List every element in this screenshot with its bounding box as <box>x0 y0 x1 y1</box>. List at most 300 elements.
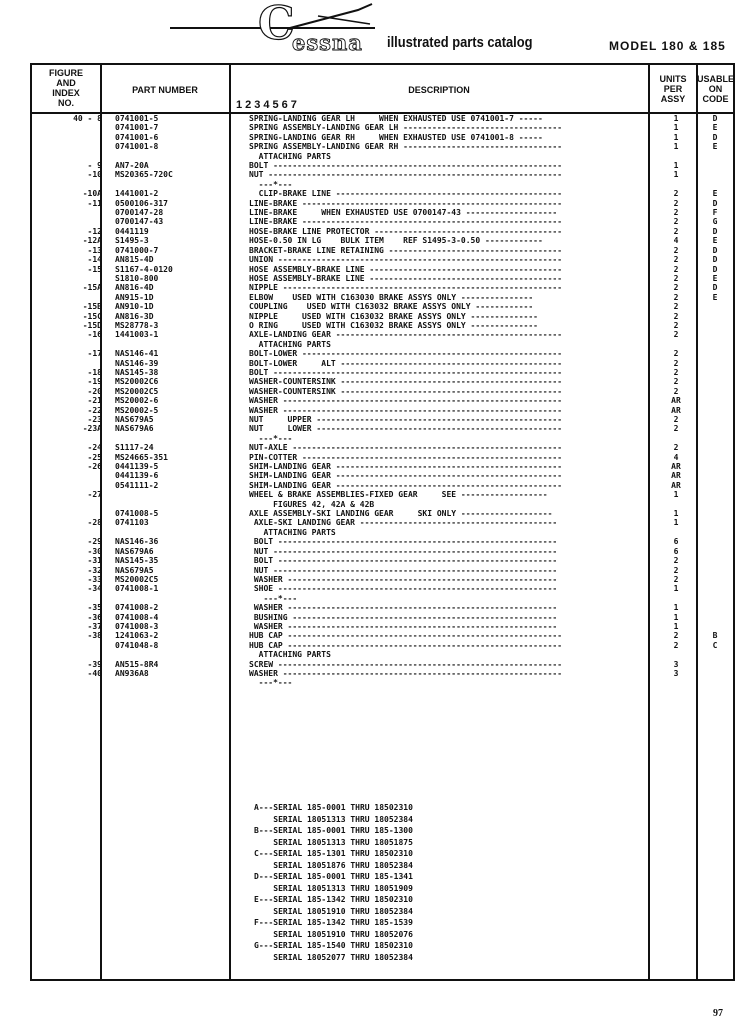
part-number-cell: AN816-4D <box>115 283 154 293</box>
serial-note-line: C---SERIAL 185-1301 THRU 18502310 <box>254 849 413 858</box>
figure-index-cell: -33 <box>87 574 102 584</box>
units-cell: 2 <box>673 320 679 330</box>
description-cell: SPRING-LANDING GEAR RH WHEN EXHAUSTED USE 0741001-8 ----- <box>249 132 543 142</box>
usable-code-cell: D <box>712 132 718 142</box>
table-row <box>0 217 750 226</box>
description-cell: NUT ------------------------------------------------------------- <box>249 170 563 180</box>
table-row <box>0 283 750 292</box>
figure-column-heading <box>32 68 100 108</box>
part-number-cell: NAS679A5 <box>115 565 154 575</box>
units-cell: 2 <box>673 556 679 566</box>
figure-index-cell: -28 <box>87 518 102 528</box>
part-number-cell: MS20002C6 <box>115 377 159 387</box>
serial-note-line: SERIAL 18051313 THRU 18051875 <box>254 837 413 847</box>
part-number-cell: MS20002-6 <box>115 396 159 406</box>
units-cell: 2 <box>673 245 679 255</box>
description-cell: ---*--- <box>249 179 293 189</box>
part-number-cell: AN515-8R4 <box>115 659 159 669</box>
figure-index-cell: -36 <box>87 612 102 622</box>
usable-code-cell: D <box>712 264 718 274</box>
heading-line: INDEX <box>52 88 80 98</box>
serial-note-line: D---SERIAL 185-0001 THRU 185-1341 <box>254 872 413 881</box>
usable-code-cell: E <box>712 273 718 283</box>
figure-index-cell: -19 <box>87 377 102 387</box>
figure-index-cell: -12A <box>82 236 102 246</box>
part-number-cell: 0741001-6 <box>115 132 159 142</box>
table-row <box>0 180 750 189</box>
description-cell: AXLE ASSEMBLY-SKI LANDING GEAR SKI ONLY ------------------- <box>249 509 553 519</box>
usable-code-cell: E <box>712 142 718 152</box>
brand-logo-word: essna <box>292 30 363 55</box>
table-row <box>0 274 750 283</box>
heading-line: NO. <box>57 98 74 108</box>
description-cell: SHIM-LANDING GEAR ----------------------------------------------- <box>249 462 563 472</box>
units-cell: 1 <box>673 621 679 631</box>
units-cell: 2 <box>673 255 679 265</box>
part-number-cell: 0700147-28 <box>115 208 164 218</box>
units-cell: 2 <box>673 358 679 368</box>
part-number-cell: MS20002-5 <box>115 405 159 415</box>
units-cell: 2 <box>673 198 679 208</box>
part-number-cell: 0741001-5 <box>115 114 159 123</box>
table-row <box>0 396 750 405</box>
part-number-cell: NAS679A6 <box>115 424 154 434</box>
figure-index-cell: -30 <box>87 546 102 556</box>
units-cell: 2 <box>673 264 679 274</box>
description-cell: SPRING-LANDING GEAR LH WHEN EXHAUSTED USE 0741001-7 ----- <box>249 114 543 123</box>
figure-index-cell: -14 <box>87 255 102 265</box>
units-cell: 2 <box>673 208 679 218</box>
part-number-cell: 0741008-2 <box>115 603 159 613</box>
table-row <box>0 377 750 386</box>
usable-code-cell: D <box>712 226 718 236</box>
table-row <box>0 490 750 499</box>
serial-notes <box>254 802 413 963</box>
catalog-header <box>0 0 750 62</box>
units-cell: 1 <box>673 170 679 180</box>
usable-code-cell: D <box>712 114 718 123</box>
figure-index-cell: -24 <box>87 443 102 453</box>
figure-index-cell: -25 <box>87 452 102 462</box>
table-row <box>0 265 750 274</box>
part-number-cell: S1167-4-0120 <box>115 264 173 274</box>
description-cell: LINE-BRAKE WHEN EXHAUSTED USE 0700147-43 ------------------- <box>249 208 558 218</box>
usable-code-cell: D <box>712 198 718 208</box>
description-cell: HUB CAP --------------------------------------------------------- <box>249 640 563 650</box>
description-cell: WASHER -------------------------------------------------------- <box>249 603 558 613</box>
serial-note-line: E---SERIAL 185-1342 THRU 18502310 <box>254 895 413 904</box>
units-cell: AR <box>671 480 681 490</box>
description-cell: WASHER ---------------------------------------------------------- <box>249 668 563 678</box>
heading-line: PER <box>663 84 683 94</box>
table-row <box>0 255 750 264</box>
units-cell: 2 <box>673 574 679 584</box>
heading-line: UNITS <box>659 74 687 84</box>
description-cell: HOSE ASSEMBLY-BRAKE LINE ---------------------------------------- <box>249 264 563 274</box>
description-cell: BOLT ---------------------------------------------------------- <box>249 537 558 547</box>
table-row <box>0 114 750 123</box>
description-heading: DESCRIPTION <box>408 85 470 95</box>
usable-code-cell: D <box>712 245 718 255</box>
description-cell: PIN-COTTER ------------------------------------------------------ <box>249 452 563 462</box>
usable-code-cell: F <box>712 208 718 218</box>
units-cell: 4 <box>673 452 679 462</box>
table-row <box>0 387 750 396</box>
part-number-cell: AN915-1D <box>115 292 154 302</box>
description-cell: O RING USED WITH C163032 BRAKE ASSYS ONLY -------------- <box>249 320 538 330</box>
table-row <box>0 340 750 349</box>
description-cell: WASHER -------------------------------------------------------- <box>249 574 558 584</box>
heading-line: FIGURE <box>48 68 83 78</box>
description-cell: ELBOW USED WITH C163030 BRAKE ASSYS ONLY --------------- <box>249 292 534 302</box>
table-row <box>0 462 750 471</box>
usable-code-cell: E <box>712 292 718 302</box>
part-number-cell: MS24665-351 <box>115 452 168 462</box>
table-row <box>0 302 750 311</box>
part-number-cell: NAS146-39 <box>115 358 159 368</box>
table-row <box>0 603 750 612</box>
units-cell: 2 <box>673 631 679 641</box>
units-cell: 2 <box>673 424 679 434</box>
serial-note-line: F---SERIAL 185-1342 THRU 185-1539 <box>254 918 413 927</box>
table-row <box>0 170 750 179</box>
part-number-cell: AN7-20A <box>115 161 149 171</box>
serial-note-line: SERIAL 18051910 THRU 18052076 <box>254 929 413 939</box>
units-cell: 2 <box>673 349 679 359</box>
usable-code-cell: B <box>712 631 718 641</box>
description-cell: WASHER ---------------------------------------------------------- <box>249 405 563 415</box>
units-cell: 2 <box>673 302 679 312</box>
part-number-cell: AN815-4D <box>115 255 154 265</box>
figure-index-cell: -35 <box>87 603 102 613</box>
table-row <box>0 189 750 198</box>
usable-code-cell: D <box>712 283 718 293</box>
table-row <box>0 575 750 584</box>
units-cell: 1 <box>673 142 679 152</box>
figure-index-cell: -23A <box>82 424 102 434</box>
description-cell: NUT-AXLE -------------------------------------------------------- <box>249 443 563 453</box>
description-cell: BOLT ---------------------------------------------------------- <box>249 556 558 566</box>
figure-index-cell: -34 <box>87 584 102 594</box>
description-cell: NUT ----------------------------------------------------------- <box>249 565 558 575</box>
usable-code-cell: E <box>712 123 718 133</box>
figure-index-cell: -15 <box>87 264 102 274</box>
part-number-cell: AN936A8 <box>115 668 149 678</box>
figure-index-cell: -31 <box>87 556 102 566</box>
table-row <box>0 152 750 161</box>
table-row <box>0 208 750 217</box>
brand-logo-initial: C <box>258 0 295 50</box>
heading-line: CODE <box>702 94 729 104</box>
units-cell: AR <box>671 405 681 415</box>
units-cell: 1 <box>673 518 679 528</box>
figure-index-cell: -29 <box>87 537 102 547</box>
description-cell: HOSE-0.50 IN LG BULK ITEM REF S1495-3-0.50 ------------ <box>249 236 543 246</box>
table-row <box>0 199 750 208</box>
part-number-cell: 0741048-8 <box>115 640 159 650</box>
description-cell: SHIM-LANDING GEAR ----------------------------------------------- <box>249 471 563 481</box>
table-row <box>0 293 750 302</box>
table-row <box>0 481 750 490</box>
table-row <box>0 631 750 640</box>
table-row <box>0 359 750 368</box>
units-cell: 1 <box>673 114 679 123</box>
description-cell: ---*--- <box>249 593 298 603</box>
units-cell: AR <box>671 396 681 406</box>
figure-index-cell: -20 <box>87 386 102 396</box>
part-number-cell: MS20365-720C <box>115 170 173 180</box>
part-number-cell: AN910-1D <box>115 302 154 312</box>
units-cell: AR <box>671 471 681 481</box>
part-number-cell: 0741008-3 <box>115 621 159 631</box>
figure-index-cell: -15D <box>82 320 102 330</box>
units-cell: 2 <box>673 330 679 340</box>
serial-note-line: A---SERIAL 185-0001 THRU 18502310 <box>254 803 413 812</box>
description-cell: WASHER ---------------------------------------------------------- <box>249 396 563 406</box>
table-row <box>0 669 750 678</box>
usable-code-cell: D <box>712 255 718 265</box>
table-row <box>0 584 750 593</box>
units-cell: 6 <box>673 537 679 547</box>
indent-level-digits: 1234567 <box>236 99 300 111</box>
units-cell: 1 <box>673 603 679 613</box>
units-cell: 2 <box>673 565 679 575</box>
part-number-cell: 1241063-2 <box>115 631 159 641</box>
part-number-cell: MS20002C5 <box>115 386 159 396</box>
table-row <box>0 556 750 565</box>
figure-index-cell: -10 <box>87 170 102 180</box>
units-cell: 2 <box>673 640 679 650</box>
serial-note-line: B---SERIAL 185-0001 THRU 185-1300 <box>254 826 413 835</box>
description-cell: WASHER -------------------------------------------------------- <box>249 621 558 631</box>
table-row <box>0 471 750 480</box>
description-cell: BOLT-LOWER ------------------------------------------------------ <box>249 349 563 359</box>
part-number-cell: 0741008-5 <box>115 509 159 519</box>
table-row <box>0 518 750 527</box>
description-cell: BRACKET-BRAKE LINE RETAINING ------------------------------------ <box>249 245 563 255</box>
description-cell: ---*--- <box>249 433 293 443</box>
description-cell: BOLT ------------------------------------------------------------ <box>249 161 563 171</box>
serial-note-line: SERIAL 18052077 THRU 18052384 <box>254 952 413 962</box>
table-row <box>0 142 750 151</box>
units-cell: 1 <box>673 612 679 622</box>
table-row <box>0 528 750 537</box>
table-row <box>0 613 750 622</box>
table-row <box>0 443 750 452</box>
figure-index-cell: -23 <box>87 415 102 424</box>
units-cell: 4 <box>673 236 679 246</box>
part-number-cell: 0741001-8 <box>115 142 159 152</box>
part-number-cell: NAS679A6 <box>115 546 154 556</box>
description-cell: ---*--- <box>249 678 293 688</box>
heading-line: USABLE <box>697 74 735 84</box>
table-row <box>0 368 750 377</box>
figure-index-cell: -15B <box>82 302 102 312</box>
units-cell: 1 <box>673 161 679 171</box>
cessna-swoosh-icon <box>288 2 378 32</box>
table-row <box>0 537 750 546</box>
table-row <box>0 330 750 339</box>
description-cell: BOLT-LOWER ALT ---------------------------------------------- <box>249 358 563 368</box>
description-cell: NUT UPPER --------------------------------------------------- <box>249 415 563 424</box>
part-number-cell: NAS146-36 <box>115 537 159 547</box>
figure-index-cell: -11 <box>87 198 102 208</box>
table-row <box>0 622 750 631</box>
description-cell: SHIM-LANDING GEAR ----------------------------------------------- <box>249 480 563 490</box>
part-number-cell: NAS145-38 <box>115 367 159 377</box>
description-cell: BUSHING ------------------------------------------------------- <box>249 612 558 622</box>
usable-code-cell: C <box>712 640 718 650</box>
figure-index-cell: -17 <box>87 349 102 359</box>
description-cell: ATTACHING PARTS <box>249 339 331 349</box>
table-row <box>0 415 750 424</box>
serial-note-line: G---SERIAL 185-1540 THRU 18502310 <box>254 941 413 950</box>
model-label: MODEL 180 & 185 <box>609 39 726 53</box>
part-number-cell: MS20002C5 <box>115 574 159 584</box>
part-number-cell: NAS145-35 <box>115 556 159 566</box>
figure-index-cell: -40 <box>87 668 102 678</box>
figure-index-cell: -38 <box>87 631 102 641</box>
units-cell: 1 <box>673 490 679 500</box>
table-row <box>0 434 750 443</box>
table-row <box>0 566 750 575</box>
table-row <box>0 246 750 255</box>
description-cell: HUB CAP --------------------------------------------------------- <box>249 631 563 641</box>
heading-line: ON <box>708 84 723 94</box>
units-cell: 2 <box>673 273 679 283</box>
table-row <box>0 500 750 509</box>
part-number-cell: 0500106-317 <box>115 198 168 208</box>
units-cell: 2 <box>673 189 679 199</box>
table-row <box>0 406 750 415</box>
part-number-cell: 1441001-2 <box>115 189 159 199</box>
usable-code-cell: E <box>712 236 718 246</box>
part-number-cell: 0541111-2 <box>115 480 159 490</box>
part-number-cell: 0441139-6 <box>115 471 159 481</box>
usable-code-heading <box>697 74 734 104</box>
table-row <box>0 349 750 358</box>
table-row <box>0 650 750 659</box>
units-cell: 1 <box>673 584 679 594</box>
figure-index-cell: -37 <box>87 621 102 631</box>
part-number-cell: AN816-3D <box>115 311 154 321</box>
description-cell: ATTACHING PARTS <box>249 527 336 537</box>
units-cell: 1 <box>673 509 679 519</box>
heading-line: AND <box>56 78 76 88</box>
figure-index-cell: -32 <box>87 565 102 575</box>
part-number-cell: 0441139-5 <box>115 462 159 472</box>
units-cell: 2 <box>673 377 679 387</box>
description-cell: UNION ----------------------------------------------------------- <box>249 255 563 265</box>
figure-index-cell: -22 <box>87 405 102 415</box>
part-number-cell: S1117-24 <box>115 443 154 453</box>
units-cell: 2 <box>673 443 679 453</box>
part-number-cell: 1441003-1 <box>115 330 159 340</box>
description-cell: NUT ----------------------------------------------------------- <box>249 546 558 556</box>
description-cell: HOSE ASSEMBLY-BRAKE LINE ---------------------------------------- <box>249 273 563 283</box>
description-cell: SHOE ---------------------------------------------------------- <box>249 584 558 594</box>
units-cell: 2 <box>673 367 679 377</box>
table-row <box>0 236 750 245</box>
figure-index-cell: -12 <box>87 226 102 236</box>
serial-note-line: SERIAL 18051313 THRU 18052384 <box>254 814 413 824</box>
part-number-cell: 0741008-1 <box>115 584 159 594</box>
units-cell: 6 <box>673 546 679 556</box>
part-number-cell: NAS679A5 <box>115 415 154 424</box>
serial-note-line: SERIAL 18051876 THRU 18052384 <box>254 860 413 870</box>
part-number-cell: NAS146-41 <box>115 349 159 359</box>
page-number: 97 <box>713 1008 723 1019</box>
units-cell: 2 <box>673 292 679 302</box>
units-cell: 3 <box>673 668 679 678</box>
units-cell: 3 <box>673 659 679 669</box>
description-cell: BOLT ------------------------------------------------------------ <box>249 367 563 377</box>
table-row <box>0 509 750 518</box>
description-cell: LINE-BRAKE ------------------------------------------------------ <box>249 217 563 227</box>
description-cell: NIPPLE ---------------------------------------------------------- <box>249 283 563 293</box>
figure-index-cell: -15C <box>82 311 102 321</box>
table-row <box>0 678 750 687</box>
units-cell: 1 <box>673 123 679 133</box>
description-cell: WASHER-COUNTERSINK ---------------------------------------------- <box>249 377 563 387</box>
description-cell: COUPLING USED WITH C163032 BRAKE ASSYS ONLY ------------ <box>249 302 534 312</box>
heading-line: ASSY <box>660 94 686 104</box>
part-number-heading: PART NUMBER <box>132 85 198 95</box>
table-row <box>0 641 750 650</box>
table-row <box>0 660 750 669</box>
table-row <box>0 133 750 142</box>
description-cell: CLIP-BRAKE LINE ----------------------------------------------- <box>249 189 563 199</box>
description-cell: ATTACHING PARTS <box>249 650 331 660</box>
part-number-cell: 0741000-7 <box>115 245 159 255</box>
usable-code-cell: G <box>712 217 718 227</box>
units-cell: 2 <box>673 283 679 293</box>
parts-list <box>0 114 750 688</box>
table-row <box>0 321 750 330</box>
table-row <box>0 123 750 132</box>
figure-index-cell: -27 <box>87 490 102 500</box>
units-cell: AR <box>671 462 681 472</box>
part-number-cell: 0741001-7 <box>115 123 159 133</box>
usable-code-cell: E <box>712 189 718 199</box>
description-cell: WHEEL & BRAKE ASSEMBLIES-FIXED GEAR SEE ------------------ <box>249 490 548 500</box>
units-cell: 1 <box>673 132 679 142</box>
figure-index-cell: -15A <box>82 283 102 293</box>
figure-index-cell: 40 - 8 <box>73 114 102 123</box>
part-number-cell: S1810-800 <box>115 273 159 283</box>
units-cell: 2 <box>673 415 679 424</box>
description-cell: SPRING ASSEMBLY-LANDING GEAR RH --------------------------------- <box>249 142 563 152</box>
description-cell: NIPPLE USED WITH C163032 BRAKE ASSYS ONLY -------------- <box>249 311 538 321</box>
description-cell: SCREW ----------------------------------------------------------- <box>249 659 563 669</box>
description-cell: ATTACHING PARTS <box>249 151 331 161</box>
table-row <box>0 594 750 603</box>
table-row <box>0 227 750 236</box>
part-number-cell: 0700147-43 <box>115 217 164 227</box>
serial-note-line: SERIAL 18051313 THRU 18051909 <box>254 883 413 893</box>
table-row <box>0 547 750 556</box>
catalog-title: illustrated parts catalog <box>387 34 533 51</box>
description-cell: FIGURES 42, 42A & 42B <box>249 499 375 509</box>
units-cell: 2 <box>673 226 679 236</box>
table-row <box>0 453 750 462</box>
figure-index-cell: -39 <box>87 659 102 669</box>
table-row <box>0 312 750 321</box>
units-cell: 2 <box>673 217 679 227</box>
table-row <box>0 424 750 433</box>
figure-index-cell: -16 <box>87 330 102 340</box>
units-column-heading <box>650 74 696 104</box>
